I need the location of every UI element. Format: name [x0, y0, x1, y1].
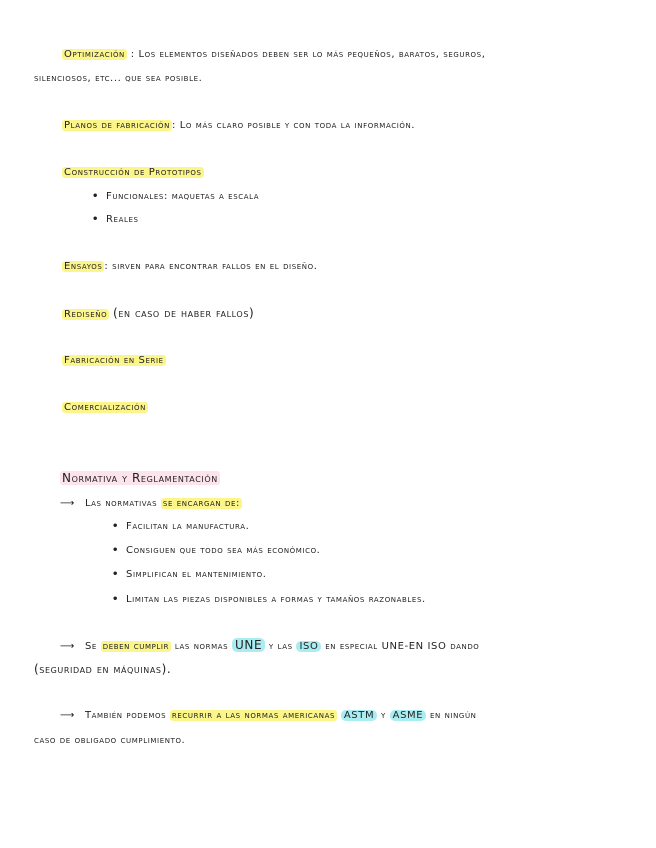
normativa-item-1 — [112, 520, 249, 534]
iso-badge: ISO — [296, 641, 321, 652]
arrow-right-icon: ⟶ — [60, 710, 75, 721]
fabricacion-serie-line — [62, 354, 166, 368]
normas-p2-post: en ningún — [429, 710, 477, 721]
normativa-item-text-1: Facilitan la manufactura. — [126, 521, 250, 532]
normas-une-iso-line-2 — [34, 662, 171, 678]
normas-p1-line2: (seguridad en máquinas). — [34, 662, 172, 676]
asme-badge: ASME — [390, 710, 427, 721]
normativa-item-4 — [112, 593, 426, 607]
normas-p2-line2: caso de obligado cumplimiento. — [34, 735, 186, 746]
normativa-item-3 — [112, 568, 267, 582]
normas-p2-mid: y — [380, 710, 386, 721]
normativa-item-text-2: Consiguen que todo sea más económico. — [126, 545, 321, 556]
normas-p1-mid1: las normas — [174, 641, 229, 652]
ensayos-text: : sirven para encontrar fallos en el diseño. — [104, 261, 318, 272]
normativa-item-text-3: Simplifican el mantenimiento. — [126, 569, 267, 580]
comercializacion-line — [62, 401, 148, 415]
arrow-right-icon: ⟶ — [60, 498, 75, 509]
optimizacion-text-1: Los elementos diseñados deben ser lo más pequeños, baratos, seguros, — [138, 49, 486, 60]
optimizacion-line — [62, 48, 486, 62]
rediseno-text: (en caso de haber fallos) — [113, 306, 255, 320]
bullet-icon: • — [112, 521, 119, 532]
construccion-item-2 — [92, 213, 139, 227]
bullet-icon: • — [112, 545, 119, 556]
comercializacion-label: Comercialización — [64, 402, 146, 413]
construccion-item-text-2: Reales — [106, 214, 139, 225]
planos-text: : Lo más claro posible y con toda la información. — [172, 120, 416, 131]
normativa-intro — [60, 497, 242, 511]
ensayos-line — [62, 260, 318, 274]
normativa-intro-highlight: se encargan de: — [162, 498, 240, 509]
fabricacion-serie-label: Fabricación en Serie — [64, 355, 164, 366]
optimizacion-line-2 — [34, 72, 202, 86]
rediseno-line — [62, 306, 254, 322]
bullet-icon: • — [112, 569, 119, 580]
planos-line — [62, 119, 415, 133]
optimizacion-text-2: silenciosos, etc... que sea posible. — [34, 73, 203, 84]
ensayos-label: Ensayos — [64, 261, 103, 272]
une-badge: UNE — [232, 638, 265, 652]
normas-p1-highlight: deben cumplir — [102, 641, 170, 652]
normativa-intro-prefix: Las normativas — [84, 498, 158, 509]
normas-p1-mid2: y las — [268, 641, 293, 652]
construccion-item-text-1: Funcionales: maquetas a escala — [106, 191, 260, 202]
normas-astm-asme-line-2 — [34, 734, 185, 748]
arrow-right-icon: ⟶ — [60, 641, 75, 652]
normas-une-iso-line — [60, 638, 479, 654]
normativa-item-text-4: Limitan las piezas disponibles a formas y tamaños razonables. — [126, 594, 426, 605]
normativa-item-2 — [112, 544, 320, 558]
bullet-icon: • — [92, 191, 99, 202]
normas-p2-pre: También podemos — [84, 710, 167, 721]
astm-badge: ASTM — [341, 710, 377, 721]
rediseno-label: Rediseño — [64, 309, 108, 320]
construccion-label: Construcción de Prototipos — [64, 167, 202, 178]
construccion-item-1 — [92, 190, 259, 204]
normativa-title-line — [60, 471, 220, 487]
planos-label: Planos de fabricación — [64, 120, 170, 131]
normas-p1-post: en especial UNE-EN ISO dando — [325, 641, 480, 652]
normas-astm-asme-line — [60, 709, 477, 723]
normativa-title: Normativa y Reglamentación — [62, 471, 218, 485]
normas-p1-pre: Se — [84, 641, 97, 652]
normas-p2-highlight: recurrir a las normas americanas — [171, 710, 336, 721]
optimizacion-colon: : — [130, 49, 135, 60]
optimizacion-label: Optimización — [64, 49, 125, 60]
construccion-heading — [62, 166, 204, 180]
bullet-icon: • — [92, 214, 99, 225]
bullet-icon: • — [112, 594, 119, 605]
